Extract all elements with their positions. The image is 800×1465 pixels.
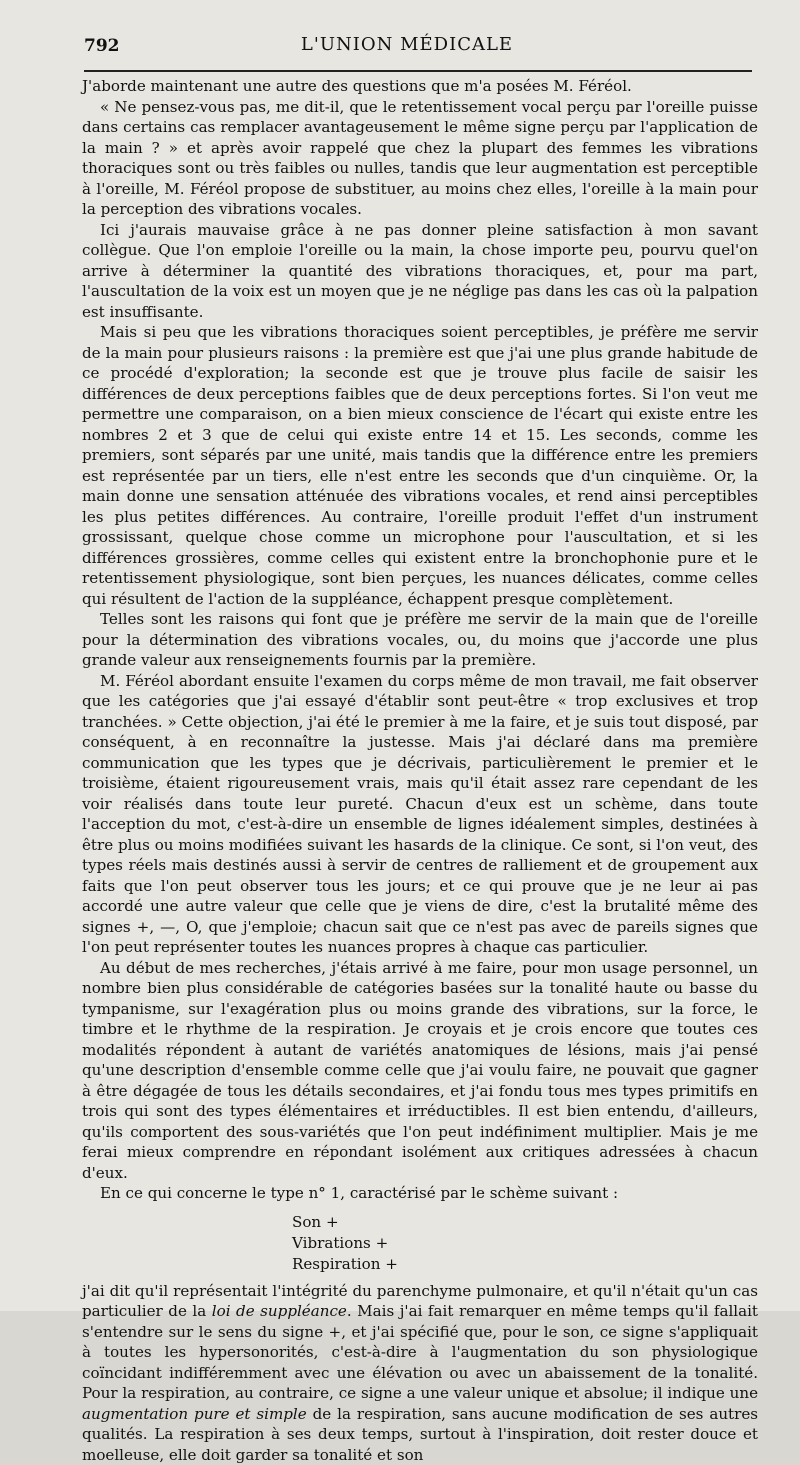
page-header: [62, 30, 752, 58]
closing-italic-1: loi de suppléance: [212, 1302, 347, 1320]
paragraph: J'aborde maintenant une autre des questions que m'a posées M. Féréol.: [82, 76, 758, 97]
paragraph: Au début de mes recherches, j'étais arrivé à me faire, pour mon usage personnel, un nombre bien plus considérable de catégories basées sur la tonalité haute ou basse du tympanisme, sur l'exagération plus ou moins grande des vibrations, sur la force, le timbre et le rhythme de la respiration. Je croyais et je crois encore que toutes ces modalités répondent à autant de variétés anatomiques de lésions, mais j'ai pensé qu'une description d'ensemble comme celle que j'ai voulu faire, ne pouvait que gagner à être dégagée de tous les détails secondaires, et j'ai fondu tous mes types primitifs en trois qui sont des types élémentaires et irréductibles. Il est bien entendu, d'ailleurs, qu'ils comportent des sous-variétés que l'on peut indéfiniment multiplier. Mais je me ferai mieux comprendre en répondant isolément aux critiques adressées à chacun d'eux.: [82, 958, 758, 1184]
running-title: L'UNION MÉDICALE: [62, 34, 752, 55]
scheme-item-vibrations: Vibrations +: [292, 1233, 758, 1254]
closing-paragraph: [82, 1281, 758, 1465]
closing-text-3: de la respiration, sans aucune modification de ses autres qualités. La respiration à ses deux temps, surtout à l'inspiration, doit rester douce et moelleuse, elle doit garder sa tonalité et son: [82, 1405, 758, 1464]
paragraph: « Ne pensez-vous pas, me dit-il, que le retentissement vocal perçu par l'oreille puisse dans certains cas remplacer avantageusement le même signe perçu par l'application de la main ? » et après avoir rappelé que chez la plupart des femmes les vibrations thoraciques sont ou très faibles ou nulles, tandis que leur augmentation est perceptible à l'oreille, M. Féréol propose de substituer, au moins chez elles, l'oreille à la main pour la perception des vibrations vocales.: [82, 97, 758, 220]
paragraph: Mais si peu que les vibrations thoraciques soient perceptibles, je préfère me servir de la main pour plusieurs raisons : la première est que j'ai une plus grande habitude de ce procédé d'exploration; la seconde est que je trouve plus facile de saisir les différences de deux perceptions faibles que de deux perceptions fortes. Si l'on veut me permettre une comparaison, on a bien mieux conscience de l'écart qui existe entre les nombres 2 et 3 que de celui qui existe entre 14 et 15. Les seconds, comme les premiers, sont séparés par une unité, mais tandis que la différence entre les premiers est représentée par un tiers, elle n'est entre les seconds que d'un cinquième. Or, la main donne une sensation atténuée des vibrations vocales, et rend ainsi perceptibles les plus petites différences. Au contraire, l'oreille produit l'effet d'un instrument grossissant, quelque chose comme un microphone pour l'auscultation, et si les différences grossières, comme celles qui existent entre la bronchophonie pure et le retentissement physiologique, sont bien perçues, les nuances délicates, comme celles qui résultent de l'action de la suppléance, échappent presque complètement.: [82, 322, 758, 609]
scheme-item-son: Son +: [292, 1212, 758, 1233]
paragraph: M. Féréol abordant ensuite l'examen du corps même de mon travail, me fait observer que les catégories que j'ai essayé d'établir sont peut-être « trop exclusives et trop tranchées. » Cette objection, j'ai été le premier à me la faire, et je suis tout disposé, par conséquent, à en reconnaître la justesse. Mais j'ai déclaré dans ma première communication que les types que je décrivais, particulièrement le premier et le troisième, étaient rigoureusement vrais, mais qu'il était assez rare cependant de les voir réalisés dans toute leur pureté. Chacun d'eux est un schème, dans toute l'acception du mot, c'est-à-dire un ensemble de lignes idéalement simples, destinées à être plus ou moins modifiées suivant les hasards de la clinique. Ce sont, si l'on veut, des types réels mais destinés aussi à servir de centres de ralliement et de groupement aux faits que l'on peut observer tous les jours; et ce qui prouve que je ne leur ai pas accordé une autre valeur que celle que je viens de dire, c'est la brutalité même des signes +, —, O, que j'emploie; chacun sait que ce n'est pas avec de pareils signes que l'on peut représenter toutes les nuances propres à chaque cas particulier.: [82, 671, 758, 958]
paragraph: Ici j'aurais mauvaise grâce à ne pas donner pleine satisfaction à mon savant collègue. Que l'on emploie l'oreille ou la main, la chose importe peu, pourvu quel'on arrive à déterminer la quantité des vibrations thoraciques, et, pour ma part, l'auscultation de la voix est un moyen que je ne néglige pas dans les cas où la palpation est insuffisante.: [82, 220, 758, 323]
closing-italic-2: augmentation pure et simple: [82, 1405, 307, 1423]
scheme-item-respiration: Respiration +: [292, 1254, 758, 1275]
scheme-list: [292, 1212, 758, 1275]
closing-text-2: . Mais j'ai fait remarquer en même temps qu'il fallait s'entendre sur le sens du signe +, et j'ai spécifié que, pour le son, ce signe s'appliquait à toutes les hypersonorités, c'est-à-dire à l'augmentation du son physiologique coïncidant indifféremment avec une élévation ou avec un abaissement de la tonalité. Pour la respiration, au contraire, ce signe a une valeur unique et absolue; il indique une: [82, 1302, 758, 1402]
paragraph: Telles sont les raisons qui font que je préfère me servir de la main que de l'oreille pour la détermination des vibrations vocales, ou, du moins que j'accorde une plus grande valeur aux renseignements fournis par la première.: [82, 609, 758, 671]
closing-text-1: j'ai dit qu'il représentait l'intégrité du parenchyme pulmonaire, et qu'il n'était qu'un cas particulier de la: [82, 1282, 758, 1321]
paragraph: En ce qui concerne le type n° 1, caractérisé par le schème suivant :: [82, 1183, 758, 1204]
article-body: [82, 76, 758, 1465]
header-rule: [84, 70, 752, 72]
page-number: 792: [84, 36, 120, 56]
